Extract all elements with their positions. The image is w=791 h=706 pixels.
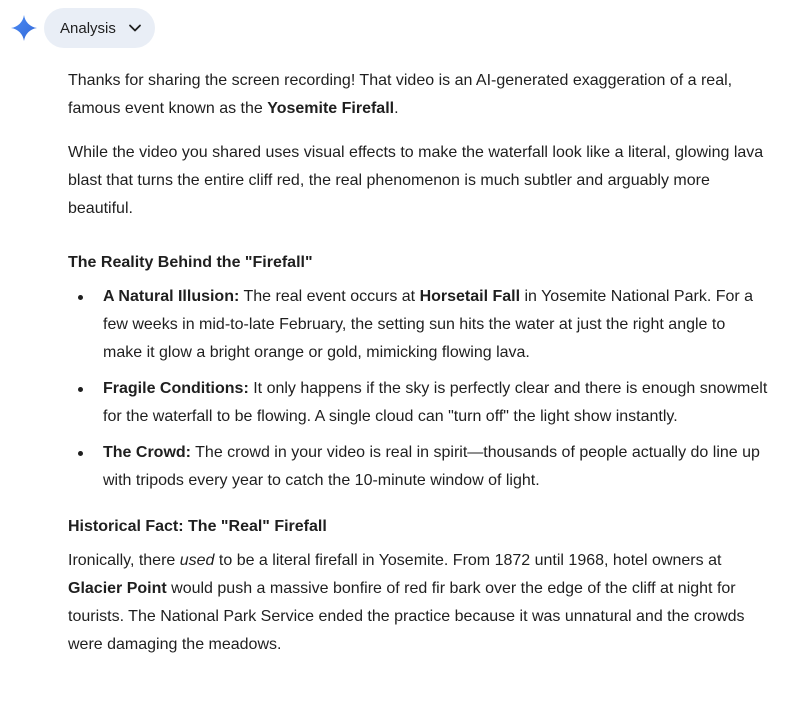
analysis-toggle-button[interactable] xyxy=(44,8,155,48)
glacier-point-term: Glacier Point xyxy=(68,580,167,597)
list-item-natural-illusion: A Natural Illusion: The real event occurs at Horsetail Fall in Yosemite National Park. For a few weeks in mid-to-late February, the setting sun hits the water at just the right angle to make it glow a bright orange or gold, mimicking flowing lava. xyxy=(68,283,768,367)
section-heading-reality: The Reality Behind the "Firefall" xyxy=(68,254,313,271)
intro-paragraph: Thanks for sharing the screen recording! That video is an AI-generated exaggeration of a real, famous event known as the Yosemite Firefall. xyxy=(68,72,733,117)
response-body xyxy=(68,67,768,659)
comparison-paragraph: While the video you shared uses visual effects to make the waterfall look like a literal, glowing lava blast that turns the entire cliff red, the real phenomenon is much subtler and arguably more beautiful. xyxy=(68,144,764,217)
list-item-fragile-conditions: Fragile Conditions: It only happens if the sky is perfectly clear and there is enough snowmelt for the waterfall to be flowing. A single cloud can "turn off" the light show instantly. xyxy=(68,375,768,431)
reality-list xyxy=(68,283,768,495)
sparkle-icon xyxy=(10,14,38,42)
list-item-the-crowd: The Crowd: The crowd in your video is real in spirit—thousands of people actually do line up with tripods every year to catch the 10-minute window of light. xyxy=(68,439,768,495)
chevron-down-icon xyxy=(128,21,142,35)
historical-paragraph: Ironically, there used to be a literal firefall in Yosemite. From 1872 until 1968, hotel owners at Glacier Point would push a massive bonfire of red fir bark over the edge of the cliff at night for tourists. The National Park Service ended the practice because it was unnatural and the crowds were damaging the meadows. xyxy=(68,552,745,653)
analysis-label: Analysis xyxy=(60,19,116,37)
yosemite-firefall-term: Yosemite Firefall xyxy=(267,100,395,117)
section-heading-historical: Historical Fact: The "Real" Firefall xyxy=(68,518,327,535)
